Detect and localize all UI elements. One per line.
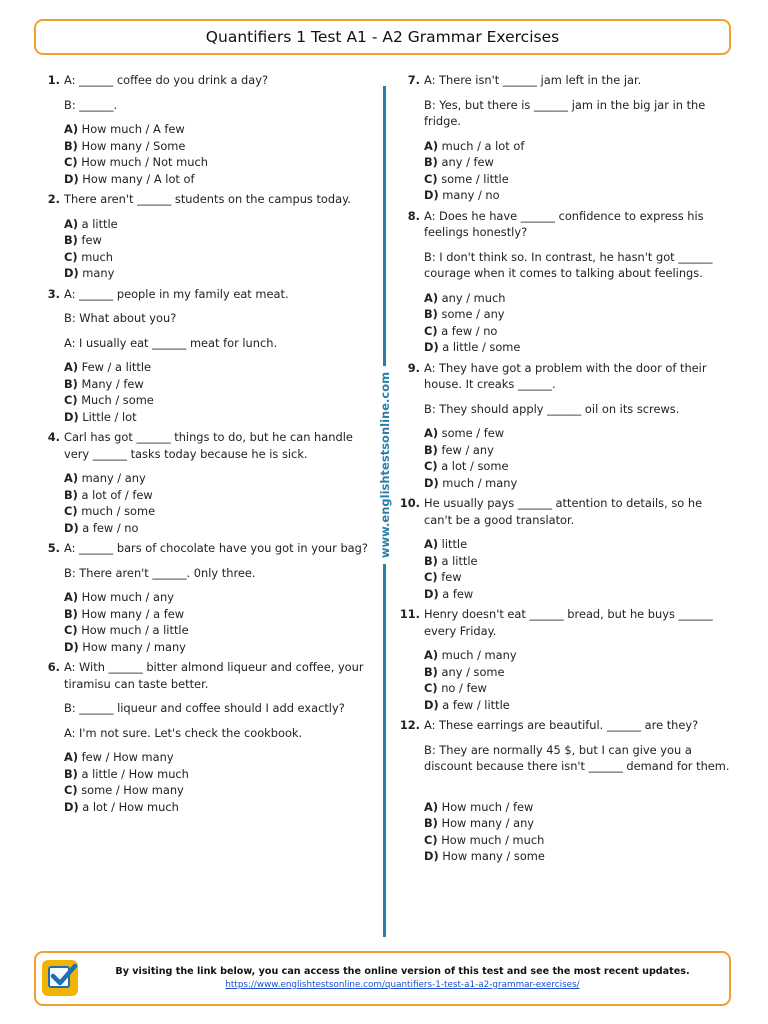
page-title: Quantifiers 1 Test A1 - A2 Grammar Exercises: [205, 28, 560, 46]
question-12: [396, 717, 736, 865]
question-text: B: ______ liqueur and coffee should I add exactly?: [64, 701, 345, 715]
option-text: some / few: [438, 426, 505, 440]
option-text: How many / a few: [77, 606, 185, 621]
option-text: few: [77, 233, 102, 247]
option-letter: C): [64, 249, 78, 264]
option-letter: A): [64, 750, 79, 764]
option-text: a few / no: [437, 323, 498, 338]
answer-option[interactable]: [64, 392, 376, 409]
question-number-text: 4.: [47, 430, 60, 444]
spacer: [424, 734, 736, 742]
option-text: How many / any: [437, 816, 535, 830]
answer-option[interactable]: [424, 475, 736, 492]
option-text: a few / little: [438, 697, 510, 712]
option-text: many / any: [78, 471, 146, 485]
answer-option[interactable]: [64, 520, 376, 537]
spacer: [424, 528, 736, 536]
question-body: [420, 606, 736, 713]
spacer: [64, 581, 376, 589]
question-text: every Friday.: [424, 623, 497, 638]
question-number-text: 11.: [399, 607, 420, 621]
option-letter: D): [424, 849, 439, 863]
answer-option[interactable]: [424, 458, 736, 475]
option-text: How much / a little: [77, 623, 189, 637]
option-letter: D): [424, 586, 439, 601]
question-text: feelings honestly?: [424, 225, 528, 239]
spacer: [64, 557, 376, 565]
question-11: [396, 606, 736, 713]
question-number: [36, 429, 60, 536]
answer-option[interactable]: [424, 680, 736, 697]
answer-option[interactable]: [64, 622, 376, 639]
answer-option[interactable]: [64, 376, 376, 393]
option-text: no / few: [437, 681, 487, 695]
question-6: [36, 659, 376, 815]
spacer: [64, 692, 376, 700]
option-text: many / no: [438, 188, 500, 202]
option-letter: B): [424, 553, 438, 568]
option-letter: B): [64, 138, 78, 153]
option-text: much / a lot of: [438, 138, 525, 153]
question-text: Carl has got ______ things to do, but he can handle: [64, 430, 353, 444]
question-number-text: 12.: [399, 718, 420, 732]
option-letter: D): [424, 697, 439, 712]
question-body: [420, 495, 736, 602]
option-text: some / little: [437, 171, 509, 186]
question-text: A: Does he have ______ confidence to express his: [424, 208, 704, 223]
option-text: much / many: [438, 475, 518, 490]
spacer: [424, 639, 736, 647]
option-letter: B): [64, 606, 78, 621]
spacer: [424, 775, 736, 783]
option-text: a little / How much: [77, 766, 189, 781]
question-text: courage when it comes to talking about feelings.: [424, 266, 703, 280]
option-letter: A): [424, 426, 439, 440]
answer-option[interactable]: [424, 425, 736, 442]
question-text: A: I'm not sure. Let's check the cookbook.: [64, 725, 303, 740]
question-body: [420, 72, 736, 204]
option-text: many: [78, 266, 115, 280]
footer-link[interactable]: https://www.englishtestsonline.com/quantifiers-1-test-a1-a2-grammar-exercises/: [225, 980, 580, 990]
spacer: [424, 393, 736, 401]
question-body: [60, 191, 376, 282]
spacer: [64, 302, 376, 310]
option-letter: D): [424, 188, 439, 202]
option-text: How much / any: [78, 590, 174, 604]
option-letter: C): [424, 323, 438, 338]
option-text: How much / much: [437, 832, 545, 847]
option-text: few / How many: [78, 750, 174, 764]
question-body: [60, 286, 376, 426]
answer-option[interactable]: [424, 323, 736, 340]
option-letter: D): [64, 266, 79, 280]
question-9: [396, 360, 736, 492]
answer-option[interactable]: [64, 265, 376, 282]
option-text: a little: [78, 216, 118, 231]
answer-option[interactable]: [424, 815, 736, 832]
option-text: How many / Some: [77, 138, 186, 153]
right-column: [396, 72, 736, 867]
option-letter: C): [424, 171, 438, 186]
option-text: a lot of / few: [77, 487, 153, 502]
option-text: a few: [438, 586, 474, 601]
question-text: A: ______ bars of chocolate have you got in your bag?: [64, 541, 368, 555]
question-number: [36, 659, 60, 815]
option-text: few: [437, 570, 462, 584]
question-10: [396, 495, 736, 602]
question-2: [36, 191, 376, 282]
option-letter: A): [64, 471, 79, 485]
question-number: [396, 360, 420, 492]
option-text: much: [77, 249, 113, 264]
spacer: [64, 327, 376, 335]
option-letter: B): [64, 233, 78, 247]
answer-option[interactable]: [424, 306, 736, 323]
question-number: [36, 286, 60, 426]
option-letter: D): [64, 409, 79, 424]
question-number: [396, 717, 420, 865]
question-text: Henry doesn't eat ______ bread, but he buys ______: [424, 607, 713, 621]
footer-text: By visiting the link below, you can access the online version of this test and see the most recent updates.: [115, 966, 690, 977]
option-letter: B): [64, 487, 78, 502]
option-letter: D): [64, 639, 79, 654]
answer-option[interactable]: [64, 639, 376, 656]
answer-option[interactable]: [424, 647, 736, 664]
option-letter: A): [64, 360, 79, 374]
option-text: a little / some: [438, 340, 521, 354]
question-8: [396, 208, 736, 356]
option-letter: B): [64, 376, 78, 391]
answer-option[interactable]: [64, 138, 376, 155]
option-letter: D): [424, 475, 439, 490]
option-letter: B): [424, 307, 438, 321]
question-text: discount because there isn't ______ demand for them.: [424, 759, 730, 773]
option-text: much / some: [77, 504, 156, 518]
option-letter: C): [424, 832, 438, 847]
answer-option[interactable]: [64, 154, 376, 171]
option-letter: D): [424, 340, 439, 354]
answer-option[interactable]: [424, 553, 736, 570]
option-text: a lot / How much: [78, 799, 179, 814]
option-letter: A): [424, 138, 439, 153]
question-text: fridge.: [424, 114, 461, 128]
answer-option[interactable]: [424, 832, 736, 849]
answer-option[interactable]: [64, 121, 376, 138]
question-text: house. It creaks ______.: [424, 377, 556, 391]
option-letter: A): [424, 537, 439, 551]
option-letter: B): [424, 816, 438, 830]
option-letter: C): [64, 623, 78, 637]
question-number-text: 9.: [407, 360, 420, 375]
option-letter: A): [424, 799, 439, 814]
answer-option[interactable]: [64, 589, 376, 606]
question-body: [60, 429, 376, 536]
option-letter: C): [64, 783, 78, 797]
option-text: Much / some: [77, 393, 154, 407]
option-letter: A): [64, 590, 79, 604]
option-text: How much / few: [438, 799, 534, 814]
answer-option[interactable]: [424, 171, 736, 188]
question-body: [60, 540, 376, 655]
question-body: [420, 360, 736, 492]
answer-option[interactable]: [424, 664, 736, 681]
option-text: any / some: [437, 664, 505, 679]
option-text: How many / A lot of: [78, 171, 195, 186]
option-text: few / any: [437, 442, 494, 457]
question-number-text: 6.: [47, 660, 60, 674]
question-1: [36, 72, 376, 187]
question-text: very ______ tasks today because he is sick.: [64, 446, 308, 461]
answer-option[interactable]: [64, 171, 376, 188]
answer-option[interactable]: [64, 249, 376, 266]
question-number: [36, 191, 60, 282]
answer-option[interactable]: [424, 339, 736, 356]
answer-option[interactable]: [64, 232, 376, 249]
spacer: [424, 130, 736, 138]
question-text: B: I don't think so. In contrast, he hasn't got ______: [424, 249, 713, 264]
question-text: can't be a good translator.: [424, 512, 575, 527]
option-letter: A): [424, 648, 439, 662]
question-text: B: Yes, but there is ______ jam in the big jar in the: [424, 97, 706, 112]
option-letter: D): [64, 799, 79, 814]
spacer: [424, 783, 736, 799]
spacer: [64, 89, 376, 97]
side-label: [377, 371, 393, 559]
option-text: some / any: [437, 307, 505, 321]
option-letter: C): [64, 155, 78, 169]
spacer: [424, 241, 736, 249]
answer-option[interactable]: [424, 290, 736, 307]
spacer: [64, 462, 376, 470]
footer-box: [34, 951, 731, 1006]
question-text: A: ______ coffee do you drink a day?: [64, 73, 269, 87]
answer-option[interactable]: [64, 503, 376, 520]
answer-option[interactable]: [64, 359, 376, 376]
question-text: B: ______.: [64, 97, 118, 112]
spacer: [424, 282, 736, 290]
answer-option[interactable]: [64, 216, 376, 233]
question-text: B: What about you?: [64, 311, 177, 325]
question-number: [396, 606, 420, 713]
option-letter: C): [64, 393, 78, 407]
option-text: How much / A few: [78, 122, 185, 136]
question-body: [60, 659, 376, 815]
spacer: [64, 113, 376, 121]
spacer: [64, 717, 376, 725]
question-text: A: These earrings are beautiful. ______ are they?: [424, 718, 699, 732]
option-text: Little / lot: [78, 409, 137, 424]
answer-option[interactable]: [64, 799, 376, 816]
answer-option[interactable]: [64, 749, 376, 766]
question-5: [36, 540, 376, 655]
question-body: [420, 717, 736, 865]
question-number-text: 2.: [47, 192, 60, 206]
question-text: A: They have got a problem with the door of their: [424, 360, 707, 375]
question-number-text: 1.: [47, 73, 60, 87]
spacer: [424, 417, 736, 425]
option-letter: A): [64, 122, 79, 136]
option-text: a little: [437, 553, 478, 568]
question-number-text: 10.: [399, 496, 420, 510]
left-column: [36, 72, 376, 817]
question-text: He usually pays ______ attention to details, so he: [424, 496, 703, 510]
answer-option[interactable]: [64, 606, 376, 623]
option-letter: A): [64, 216, 79, 231]
question-number-text: 3.: [47, 286, 60, 301]
option-text: How much / Not much: [77, 155, 208, 169]
answer-option[interactable]: [64, 409, 376, 426]
option-letter: B): [424, 442, 438, 457]
question-4: [36, 429, 376, 536]
option-text: any / much: [438, 290, 506, 305]
answer-option[interactable]: [424, 442, 736, 459]
question-text: A: There isn't ______ jam left in the jar.: [424, 73, 642, 87]
answer-option[interactable]: [64, 782, 376, 799]
side-label-text: www.englishtestsonline.com: [378, 366, 392, 564]
option-letter: B): [424, 155, 438, 169]
title-box: [34, 19, 731, 55]
question-body: [60, 72, 376, 187]
answer-option[interactable]: [64, 766, 376, 783]
answer-option[interactable]: [424, 586, 736, 603]
answer-option[interactable]: [64, 487, 376, 504]
answer-option[interactable]: [424, 138, 736, 155]
answer-option[interactable]: [424, 536, 736, 553]
option-text: Few / a little: [78, 360, 152, 374]
question-number: [396, 495, 420, 602]
option-letter: C): [424, 681, 438, 695]
option-letter: A): [424, 290, 439, 305]
question-text: B: They are normally 45 $, but I can give you a: [424, 742, 692, 757]
answer-option[interactable]: [424, 697, 736, 714]
answer-option[interactable]: [424, 569, 736, 586]
answer-option[interactable]: [64, 470, 376, 487]
spacer: [424, 89, 736, 97]
question-number: [36, 72, 60, 187]
question-number-text: 7.: [407, 73, 420, 87]
option-letter: C): [424, 459, 438, 473]
question-text: B: There aren't ______. 0nly three.: [64, 565, 256, 580]
option-text: a few / no: [78, 520, 139, 535]
answer-option[interactable]: [424, 799, 736, 816]
answer-option[interactable]: [424, 848, 736, 865]
checkmark-logo-icon: [42, 960, 78, 996]
option-letter: C): [64, 504, 78, 518]
spacer: [64, 741, 376, 749]
option-letter: B): [64, 766, 78, 781]
question-number-text: 5.: [47, 541, 60, 555]
answer-option[interactable]: [424, 187, 736, 204]
option-text: little: [438, 537, 468, 551]
option-letter: D): [64, 520, 79, 535]
question-7: [396, 72, 736, 204]
option-letter: D): [64, 171, 79, 186]
option-text: some / How many: [77, 783, 184, 797]
spacer: [64, 351, 376, 359]
question-text: There aren't ______ students on the campus today.: [64, 192, 351, 206]
option-letter: C): [424, 570, 438, 584]
question-number: [396, 72, 420, 204]
option-text: much / many: [438, 648, 517, 662]
question-number: [396, 208, 420, 356]
question-text: A: I usually eat ______ meat for lunch.: [64, 335, 278, 350]
question-3: [36, 286, 376, 426]
question-number-text: 8.: [407, 208, 420, 223]
option-letter: B): [424, 664, 438, 679]
question-number: [36, 540, 60, 655]
question-text: B: They should apply ______ oil on its screws.: [424, 401, 680, 416]
spacer: [64, 208, 376, 216]
option-text: Many / few: [77, 376, 144, 391]
question-text: tiramisu can taste better.: [64, 676, 209, 691]
option-text: How many / many: [78, 639, 186, 654]
option-text: How many / some: [438, 849, 545, 863]
option-text: a lot / some: [437, 459, 509, 473]
question-text: A: ______ people in my family eat meat.: [64, 286, 289, 301]
option-text: any / few: [437, 155, 494, 169]
question-body: [420, 208, 736, 356]
answer-option[interactable]: [424, 154, 736, 171]
question-text: A: With ______ bitter almond liqueur and coffee, your: [64, 660, 364, 674]
